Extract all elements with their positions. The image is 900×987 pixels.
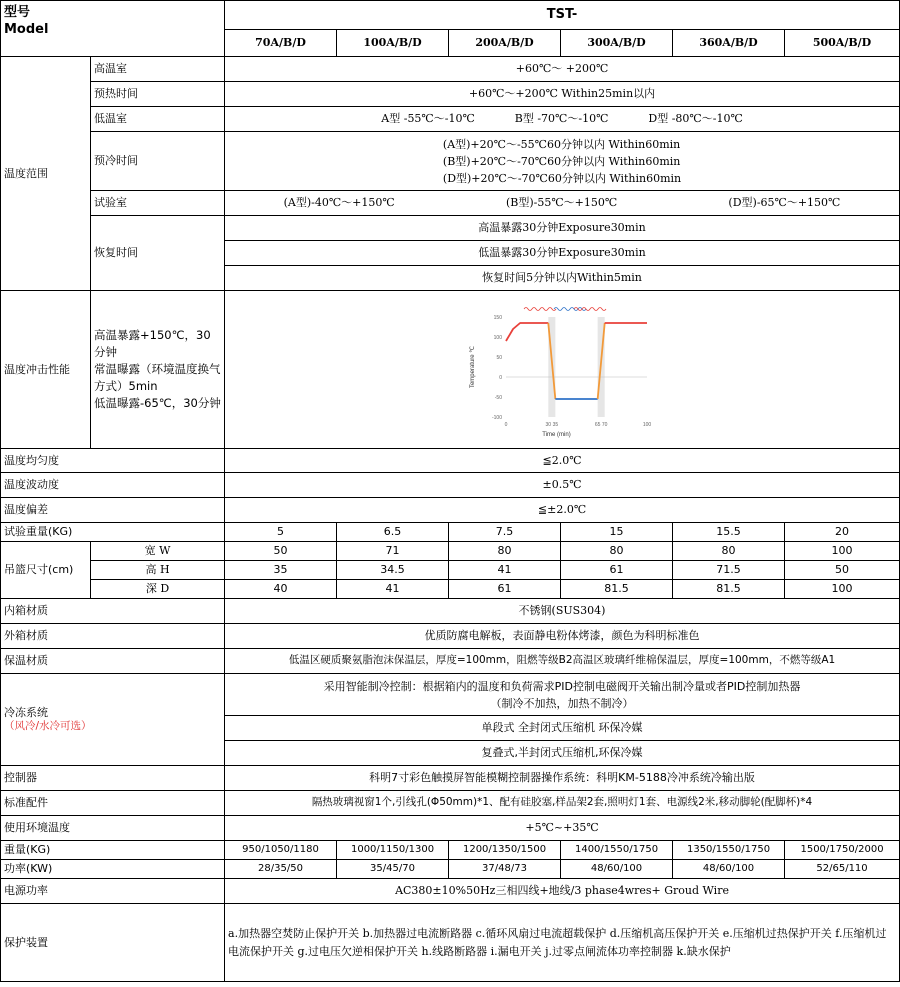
- shock-label: 温度冲击性能: [1, 291, 91, 449]
- insulation-value: 低温区硬质聚氨脂泡沫保温层，厚度=100mm，阻燃等级B2高温区玻璃纤维棉保温层，厚度=100mm，不燃等级A1: [225, 649, 900, 674]
- fluctuation-value: ±0.5℃: [225, 473, 900, 498]
- model-header-cell: [1, 1, 225, 57]
- basket-cell: 41: [449, 561, 561, 580]
- x-tick-label: 65: [594, 421, 601, 428]
- basket-cell: 71: [337, 542, 449, 561]
- basket-cell: 34.5: [337, 561, 449, 580]
- model-col: 70A/B/D: [225, 30, 337, 57]
- x-tick-label: 70: [601, 421, 608, 428]
- model-col: 300A/B/D: [561, 30, 673, 57]
- y-tick-label: -50: [494, 394, 503, 401]
- basket-row-label: 宽 W: [91, 542, 225, 561]
- outer-material-value: 优质防腐电解板，表面静电粉体烤漆，颜色为科明标准色: [225, 624, 900, 649]
- high-chamber-value: +60℃～ +200℃: [225, 57, 900, 82]
- recovery-line: 恢复时间5分钟以内Within5min: [225, 266, 900, 291]
- basket-cell: 50: [225, 542, 337, 561]
- low-chamber-a: A型 -55℃～-10℃: [381, 112, 475, 126]
- y-axis-title: Temperature ℃: [470, 345, 477, 388]
- shock-desc-line: 低温曝露-65℃，30分钟: [94, 396, 221, 410]
- power-supply-value: AC380±10%50Hz三相四线+地线/3 phase4wres+ Groud Wire: [225, 879, 900, 904]
- weight-cell: 1400/1550/1750: [561, 841, 673, 860]
- test-chamber-value: [225, 191, 900, 216]
- inner-material-value: 不锈钢(SUS304): [225, 599, 900, 624]
- power-supply-label: 电源功率: [1, 879, 225, 904]
- test-weight-cell: 7.5: [449, 523, 561, 542]
- power-cell: 48/60/100: [673, 860, 785, 879]
- basket-cell: 81.5: [673, 580, 785, 599]
- model-title-cn: 型号: [4, 5, 31, 20]
- series-line-high: [506, 323, 548, 341]
- test-weight-cell: 5: [225, 523, 337, 542]
- y-tick-label: 50: [496, 354, 503, 361]
- power-label: 功率(KW): [1, 860, 225, 879]
- refrigeration-cascade: 复叠式,半封闭式压缩机,环保冷媒: [225, 741, 900, 766]
- basket-row-label: 高 H: [91, 561, 225, 580]
- model-col: 500A/B/D: [785, 30, 900, 57]
- legend-wave: [524, 307, 556, 310]
- test-weight-cell: 20: [785, 523, 900, 542]
- precool-line: (D型)+20℃～-70℃60分钟以内 Within60min: [442, 171, 682, 185]
- basket-cell: 80: [561, 542, 673, 561]
- weight-cell: 1500/1750/2000: [785, 841, 900, 860]
- preheat-value: +60℃～+200℃ Within25min以内: [225, 82, 900, 107]
- y-tick-label: -100: [492, 414, 503, 421]
- test-chamber-a: (A型)-40℃～+150℃: [283, 196, 395, 210]
- insulation-label: 保温材质: [1, 649, 225, 674]
- weight-cell: 950/1050/1180: [225, 841, 337, 860]
- test-weight-cell: 15.5: [673, 523, 785, 542]
- power-cell: 28/35/50: [225, 860, 337, 879]
- precool-line: (A型)+20℃～-55℃60分钟以内 Within60min: [442, 137, 681, 151]
- temp-range-label: 温度范围: [1, 57, 91, 291]
- basket-label: 吊篮尺寸(cm): [1, 542, 91, 599]
- weight-cell: 1000/1150/1300: [337, 841, 449, 860]
- x-axis-title: Time (min): [542, 431, 571, 438]
- shock-desc: [91, 291, 225, 449]
- basket-cell: 100: [785, 580, 900, 599]
- refrigeration-label: 冷冻系统: [4, 706, 48, 720]
- test-chamber-b: (B型)-55℃～+150℃: [505, 196, 618, 210]
- x-tick-label: 100: [642, 421, 652, 428]
- model-col: 100A/B/D: [337, 30, 449, 57]
- shock-chart: [462, 295, 662, 445]
- power-cell: 37/48/73: [449, 860, 561, 879]
- precool-line: (B型)+20℃～-70℃60分钟以内 Within60min: [442, 154, 681, 168]
- protection-value: a.加热器空焚防止保护开关 b.加热器过电流断路器 c.循环风扇过电流超载保护 d.压缩机高压保护开关 e.压缩机过热保护开关 f.压缩机过电流保护开关 g.过电压欠逆相保护开关 h.线路断路器 i.漏电开关 j.过零点闸流体功率控制器 k.缺水保护: [225, 904, 900, 982]
- low-chamber-label: 低温室: [91, 107, 225, 132]
- model-title-en: Model: [4, 21, 49, 37]
- controller-value: 科明7寸彩色触摸屏智能模糊控制器操作系统：科明KM-5188冷冲系统冷输出版: [225, 766, 900, 791]
- low-chamber-d: D型 -80℃～-10℃: [648, 112, 743, 126]
- x-tick-label: 30: [545, 421, 552, 428]
- y-tick-label: 0: [499, 374, 503, 381]
- test-weight-label: 试验重量(KG): [1, 523, 225, 542]
- y-tick-label: 150: [493, 314, 503, 321]
- controller-label: 控制器: [1, 766, 225, 791]
- uniformity-value: ≦2.0℃: [225, 449, 900, 473]
- basket-cell: 71.5: [673, 561, 785, 580]
- shock-desc-line: 高温暴露+150℃，30分钟: [94, 328, 211, 359]
- recovery-line: 高温暴露30分钟Exposure30min: [225, 216, 900, 241]
- precool-label: 预冷时间: [91, 132, 225, 191]
- test-chamber-d: (D型)-65℃～+150℃: [728, 196, 841, 210]
- outer-material-label: 外箱材质: [1, 624, 225, 649]
- basket-row-label: 深 D: [91, 580, 225, 599]
- shock-chart-cell: [225, 291, 900, 449]
- series-title: TST-: [225, 1, 900, 30]
- shock-desc-line: 常温曝露（环境温度换气方式）5min: [94, 362, 221, 393]
- fluctuation-label: 温度波动度: [1, 473, 225, 498]
- uniformity-label: 温度均匀度: [1, 449, 225, 473]
- refrigeration-control: [225, 674, 900, 716]
- basket-cell: 61: [449, 580, 561, 599]
- basket-cell: 35: [225, 561, 337, 580]
- model-col: 200A/B/D: [449, 30, 561, 57]
- model-col: 360A/B/D: [673, 30, 785, 57]
- refrigeration-control-line: （制冷不加热，加热不制冷）: [490, 696, 634, 710]
- x-tick-label: 35: [552, 421, 559, 428]
- high-chamber-label: 高温室: [91, 57, 225, 82]
- deviation-label: 温度偏差: [1, 498, 225, 523]
- basket-cell: 81.5: [561, 580, 673, 599]
- recovery-label: 恢复时间: [91, 216, 225, 291]
- power-cell: 35/45/70: [337, 860, 449, 879]
- recovery-line: 低温暴露30分钟Exposure30min: [225, 241, 900, 266]
- low-chamber-value: [225, 107, 900, 132]
- basket-cell: 80: [449, 542, 561, 561]
- basket-cell: 61: [561, 561, 673, 580]
- accessories-value: 隔热玻璃视窗1个,引线孔(Φ50mm)*1、配有硅胶塞,样品架2套,照明灯1套、电源线2米,移动脚轮(配脚杯)*4: [225, 791, 900, 816]
- test-chamber-label: 试验室: [91, 191, 225, 216]
- power-cell: 48/60/100: [561, 860, 673, 879]
- basket-cell: 41: [337, 580, 449, 599]
- precool-value: [225, 132, 900, 191]
- refrigeration-single: 单段式 全封闭式压缩机 环保冷媒: [225, 716, 900, 741]
- environment-label: 使用环境温度: [1, 816, 225, 841]
- basket-cell: 100: [785, 542, 900, 561]
- weight-cell: 1200/1350/1500: [449, 841, 561, 860]
- preheat-label: 预热时间: [91, 82, 225, 107]
- basket-cell: 50: [785, 561, 900, 580]
- refrigeration-label-cell: [1, 674, 225, 766]
- test-weight-cell: 6.5: [337, 523, 449, 542]
- test-weight-cell: 15: [561, 523, 673, 542]
- power-cell: 52/65/110: [785, 860, 900, 879]
- deviation-value: ≦±2.0℃: [225, 498, 900, 523]
- x-tick-label: 0: [504, 421, 508, 428]
- basket-cell: 40: [225, 580, 337, 599]
- refrigeration-sub-label: （风冷/水冷可选）: [4, 719, 92, 732]
- weight-label: 重量(KG): [1, 841, 225, 860]
- environment-value: +5℃~+35℃: [225, 816, 900, 841]
- protection-label: 保护装置: [1, 904, 225, 982]
- basket-cell: 80: [673, 542, 785, 561]
- y-tick-label: 100: [493, 334, 503, 341]
- accessories-label: 标准配件: [1, 791, 225, 816]
- refrigeration-control-line: 采用智能制冷控制：根据箱内的温度和负荷需求PID控制电磁阀开关输出制冷量或者PID控制加热器: [323, 679, 801, 693]
- inner-material-label: 内箱材质: [1, 599, 225, 624]
- low-chamber-b: B型 -70℃～-10℃: [514, 112, 609, 126]
- weight-cell: 1350/1550/1750: [673, 841, 785, 860]
